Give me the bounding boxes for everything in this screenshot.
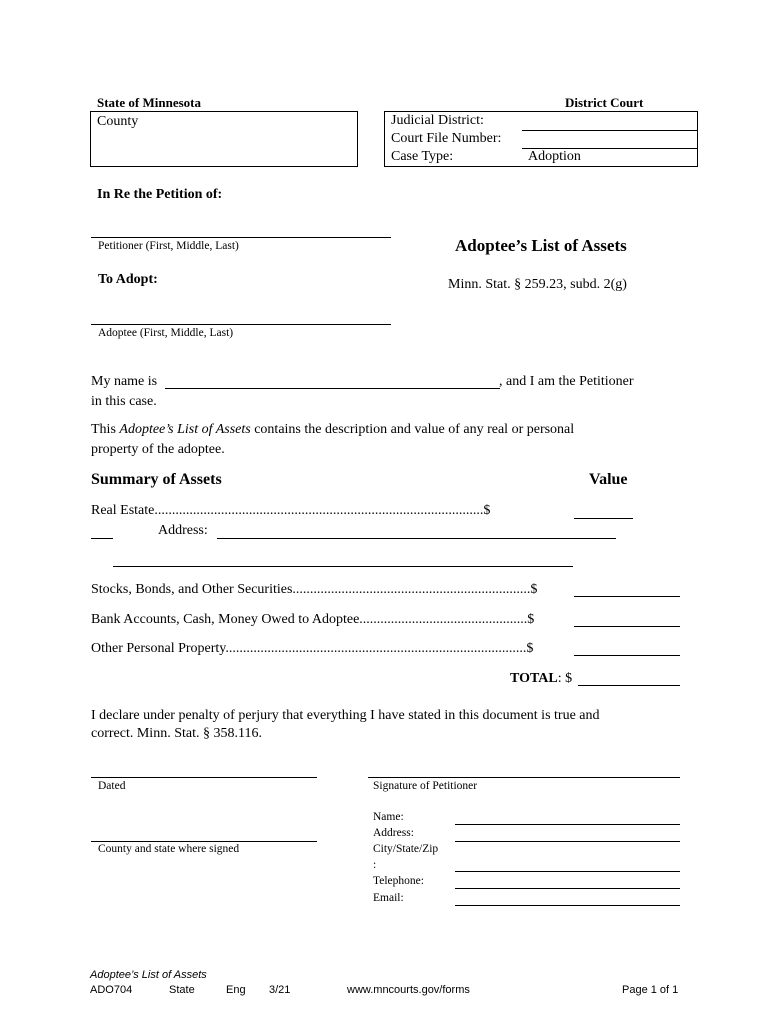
address-sig-label: Address: [373,827,414,839]
description-line2: property of the adoptee. [91,442,225,457]
desc-rest: contains the description and value of any real or personal [254,422,575,437]
county-box[interactable] [90,111,358,167]
address-field[interactable] [217,538,616,539]
state-label: State of Minnesota [97,95,201,110]
other-row: Other Personal Property......................................................................................$ [91,641,534,656]
total-label: TOTAL [510,671,558,686]
bank-value-field[interactable] [574,626,680,627]
petitioner-caption: Petitioner (First, Middle, Last) [98,240,239,252]
adoptee-caption: Adoptee (First, Middle, Last) [98,327,234,339]
declaration-line2: correct. Minn. Stat. § 358.116. [91,726,262,741]
address-label: Address: [158,523,208,538]
name-label: Name: [373,811,404,823]
form-title: Adoptee’s List of Assets [455,236,627,255]
email-field[interactable] [455,905,680,906]
court-file-number-field[interactable] [522,148,698,149]
description-line1 [91,422,574,438]
court-file-number-label: Court File Number: [391,131,502,146]
desc-prefix: This [91,422,116,437]
address-sig-field[interactable] [455,841,680,842]
summary-heading: Summary of Assets [91,471,222,488]
footer-lang: Eng [226,984,246,996]
case-type-value: Adoption [528,149,581,164]
bank-row: Bank Accounts, Cash, Money Owed to Adoptee................................................$ [91,612,535,627]
petitioner-name-field[interactable] [91,237,391,238]
real-estate-row: Real Estate..............................................................................................$ [91,503,491,518]
total-row [510,671,572,687]
address-field-line2[interactable] [113,566,573,567]
judicial-district-label: Judicial District: [391,113,484,128]
city-field[interactable] [455,871,680,872]
name-field[interactable] [455,824,680,825]
to-adopt-label: To Adopt: [98,272,158,287]
county-label: County [97,114,139,129]
in-re-label: In Re the Petition of: [97,187,223,202]
signature-field[interactable] [368,777,680,778]
other-value-field[interactable] [574,655,680,656]
case-info-box [384,111,698,167]
signature-label: Signature of Petitioner [373,780,478,792]
stocks-row: Stocks, Bonds, and Other Securities....................................................................$ [91,582,538,597]
my-name-field[interactable] [165,388,500,389]
county-state-field[interactable] [91,841,317,842]
footer-date: 3/21 [269,984,291,996]
my-name-suffix: , and I am the Petitioner [499,374,634,389]
judicial-district-field[interactable] [522,130,698,131]
stocks-value-field[interactable] [574,596,680,597]
case-type-label: Case Type: [391,149,454,164]
my-name-line2: in this case. [91,394,157,409]
footer-title: Adoptee’s List of Assets [90,969,207,981]
email-label: Email: [373,892,404,904]
adoptee-name-field[interactable] [91,324,391,325]
real-estate-checkbox-line[interactable] [91,538,113,539]
total-value-field[interactable] [578,685,680,686]
footer-url[interactable]: www.mncourts.gov/forms [347,984,470,996]
city-colon: : [373,859,377,871]
real-estate-value-field[interactable] [574,518,633,519]
total-suffix: : $ [557,671,573,686]
footer-state: State [169,984,195,996]
dated-label: Dated [98,780,126,792]
value-heading: Value [589,471,628,488]
statute: Minn. Stat. § 259.23, subd. 2(g) [448,277,627,292]
county-state-label: County and state where signed [98,843,240,855]
city-label: City/State/Zip [373,843,439,855]
telephone-field[interactable] [455,888,680,889]
desc-italic-title: Adoptee’s List of Assets [119,422,251,437]
court-label: District Court [565,95,644,110]
footer-page: Page 1 of 1 [622,984,679,996]
footer-code: ADO704 [90,984,133,996]
my-name-prefix: My name is [91,374,158,389]
dated-field[interactable] [91,777,317,778]
declaration-line1: I declare under penalty of perjury that everything I have stated in this document is true and [91,708,600,723]
telephone-label: Telephone: [373,875,424,887]
